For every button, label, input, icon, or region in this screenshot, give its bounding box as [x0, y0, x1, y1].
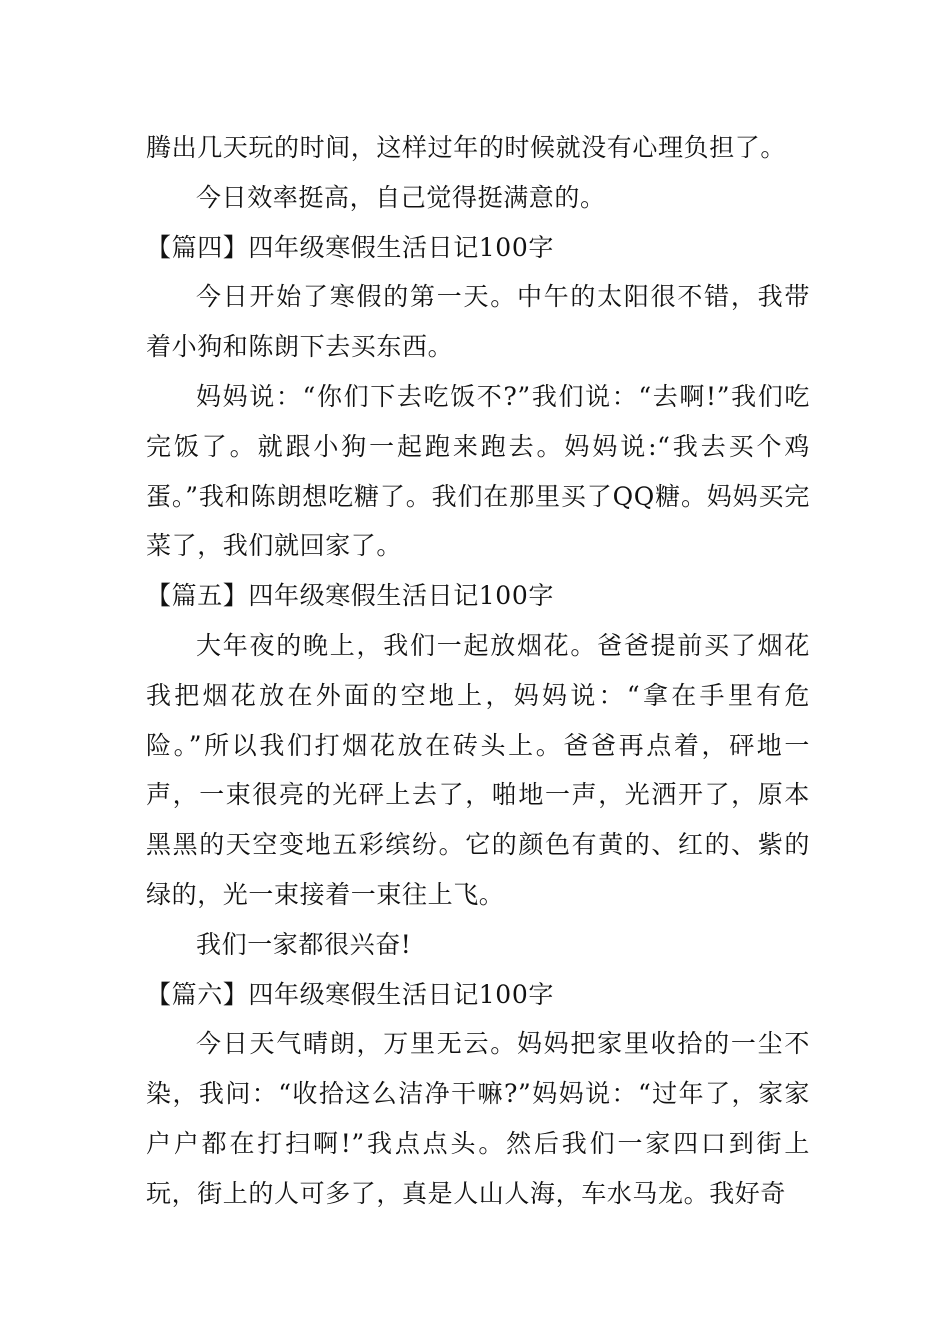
section-heading: 【篇五】四年级寒假生活日记100字 [146, 581, 554, 611]
section-heading: 【篇六】四年级寒假生活日记100字 [146, 979, 554, 1009]
paragraph: 今日开始了寒假的第一天。中午的太阳很不错，我带着小狗和陈朗下去买东西。 [146, 282, 810, 362]
paragraph: 大年夜的晚上，我们一起放烟花。爸爸提前买了烟花我把烟花放在外面的空地上，妈妈说：“拿在手里有危险。”所以我们打烟花放在砖头上。爸爸再点着，砰地一声，一束很亮的光砰上去了，啪地一声，光洒开了，原本黑黑的天空变地五彩缤纷。它的颜色有黄的、红的、紫的绿的，光一束接着一束往上飞。 [146, 630, 810, 909]
document-body [146, 123, 810, 1219]
paragraph: 今日效率挺高，自己觉得挺满意的。 [196, 182, 606, 212]
paragraph: 今日天气晴朗，万里无云。妈妈把家里收拾的一尘不染，我问：“收拾这么洁净干嘛?”妈妈说：“过年了，家家户户都在打扫啊!”我点点头。然后我们一家四口到街上玩，街上的人可多了，真是人山人海，车水马龙。我好奇 [146, 1029, 810, 1208]
paragraph: 妈妈说：“你们下去吃饭不?”我们说：“去啊!”我们吃完饭了。就跟小狗一起跑来跑去。妈妈说:“我去买个鸡蛋。”我和陈朗想吃糖了。我们在那里买了QQ糖。妈妈买完菜了，我们就回家了。 [146, 381, 810, 561]
paragraph: 我们一家都很兴奋! [196, 929, 412, 959]
paragraph: 腾出几天玩的时间，这样过年的时候就没有心理负担了。 [146, 133, 787, 162]
section-heading: 【篇四】四年级寒假生活日记100字 [146, 232, 554, 262]
